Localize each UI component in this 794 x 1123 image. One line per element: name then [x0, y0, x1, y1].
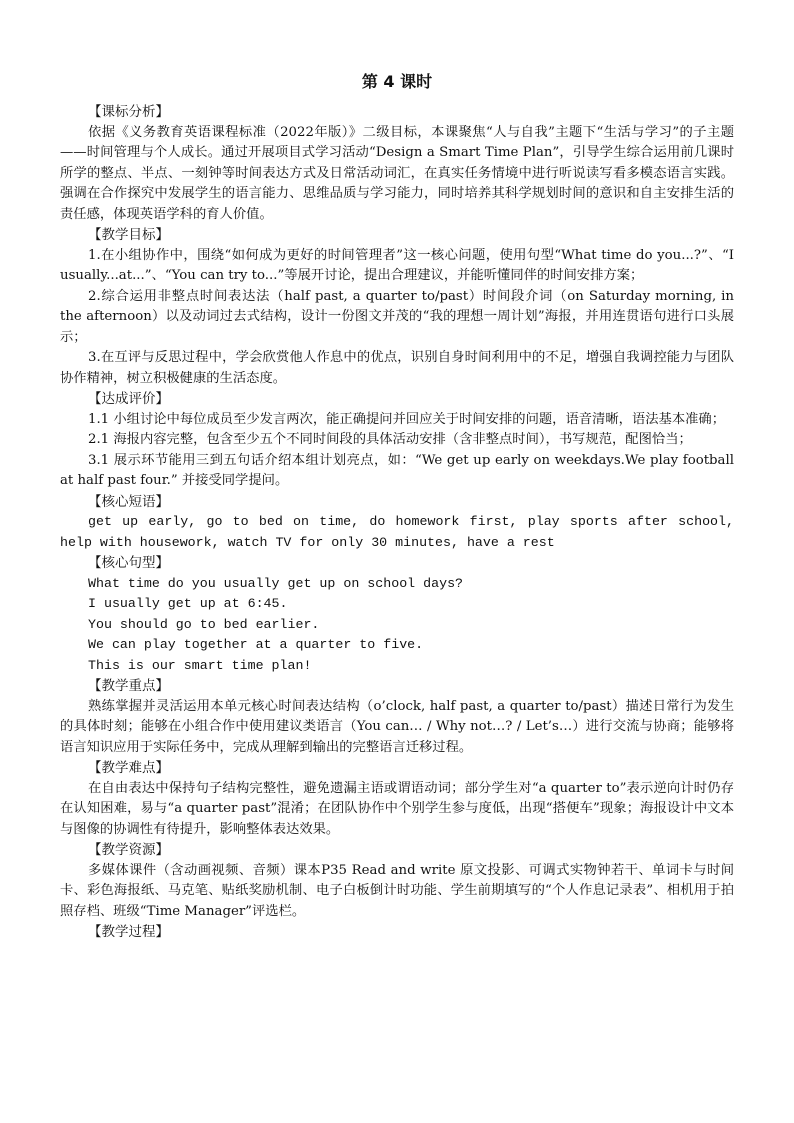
objective-item: 3.在互评与反思过程中，学会欣赏他人作息中的优点，识别自身时间利用中的不足，增强自我调控能力与团队协作精神，树立积极健康的生活态度。	[60, 350, 734, 386]
core-sentence: This is our smart time plan!	[88, 657, 312, 673]
core-sentence: We can play together at a quarter to five.	[88, 637, 424, 652]
page-title: 第 4 课时	[361, 72, 433, 91]
core-sentence: What time do you usually get up on school days?	[88, 575, 464, 591]
assessment-item: 1.1 小组讨论中每位成员至少发言两次，能正确提问并回应关于时间安排的问题，语音清晰，语法基本准确；	[88, 411, 726, 427]
core-sentence: You should go to bed earlier.	[88, 616, 320, 632]
assessment-item: 3.1 展示环节能用三到五句话介绍本组计划亮点，如：“We get up early on weekdays.We play football at half past four.” 并接受同学提问。	[60, 452, 734, 488]
curriculum-analysis-paragraph: 依据《义务教育英语课程标准（2022年版）》二级目标，本课聚焦“人与自我”主题下“生活与学习”的子主题——时间管理与个人成长。通过开展项目式学习活动“Design a Smart Time Plan”，引导学生综合运用前几课时所学的整点、半点、一刻钟等时间表达方式及日常活动词汇，在真实任务情境中进行听说读写看多模态语言实践。强调在合作探究中发展学生的语言能力、思维品质与学习能力，同时培养其科学规划时间的意识和自主安排生活的责任感，体现英语学科的育人价值。	[60, 124, 734, 222]
document-page	[60, 70, 734, 943]
section-heading-teaching-objectives: 【教学目标】	[88, 227, 169, 243]
section-heading-key-points: 【教学重点】	[88, 678, 169, 694]
section-heading-core-phrases: 【核心短语】	[88, 493, 169, 510]
section-heading-curriculum-analysis: 【课标分析】	[88, 104, 169, 120]
key-points-paragraph: 熟练掌握并灵活运用本单元核心时间表达结构（o’clock, half past, a quarter to/past）描述日常行为发生的具体时刻；能够在小组合作中使用建议类语言（You can… / Why not…? / Let’s…）进行交流与协商；能够将语言知识应用于实际任务中，完成从理解到输出的完整语言迁移过程。	[60, 698, 734, 755]
section-heading-core-sentences: 【核心句型】	[88, 555, 169, 571]
objective-item: 2.综合运用非整点时间表达法（half past, a quarter to/past）时间段介词（on Saturday morning, in the afternoon）以及动词过去式结构，设计一份图文并茂的“我的理想一周计划”海报，并用连贯语句进行口头展示；	[60, 288, 734, 345]
assessment-item: 2.1 海报内容完整，包含至少五个不同时间段的具体活动安排（含非整点时间），书写规范，配图恰当；	[88, 432, 692, 447]
core-sentence: I usually get up at 6:45.	[88, 596, 288, 611]
section-heading-teaching-process: 【教学过程】	[88, 924, 169, 940]
objective-item: 1.在小组协作中，围绕“如何成为更好的时间管理者”这一核心问题，使用句型“What time do you...?”、“I usually...at...”、“You can try to...”等展开讨论，提出合理建议，并能听懂同伴的时间安排方案；	[60, 247, 734, 283]
difficulties-paragraph: 在自由表达中保持句子结构完整性，避免遗漏主语或谓语动词；部分学生对“a quarter to”表示逆向计时仍存在认知困难，易与“a quarter past”混淆；在团队协作中个别学生参与度低，出现“搭便车”现象；海报设计中文本与图像的协调性有待提升，影响整体表达效果。	[60, 780, 734, 837]
section-heading-resources: 【教学资源】	[88, 842, 169, 858]
section-heading-difficulties: 【教学难点】	[88, 760, 169, 776]
core-phrases-paragraph: get up early, go to bed on time, do homework first, play sports after school, help with housework, watch TV for only 30 minutes, have a rest	[60, 514, 734, 550]
section-heading-assessment: 【达成评价】	[88, 391, 169, 407]
resources-paragraph: 多媒体课件（含动画视频、音频）课本P35 Read and write 原文投影、可调式实物钟若干、单词卡与时间卡、彩色海报纸、马克笔、贴纸奖励机制、电子白板倒计时功能、学生前期填写的“个人作息记录表”、相机用于拍照存档、班级“Time Manager”评选栏。	[60, 862, 734, 919]
